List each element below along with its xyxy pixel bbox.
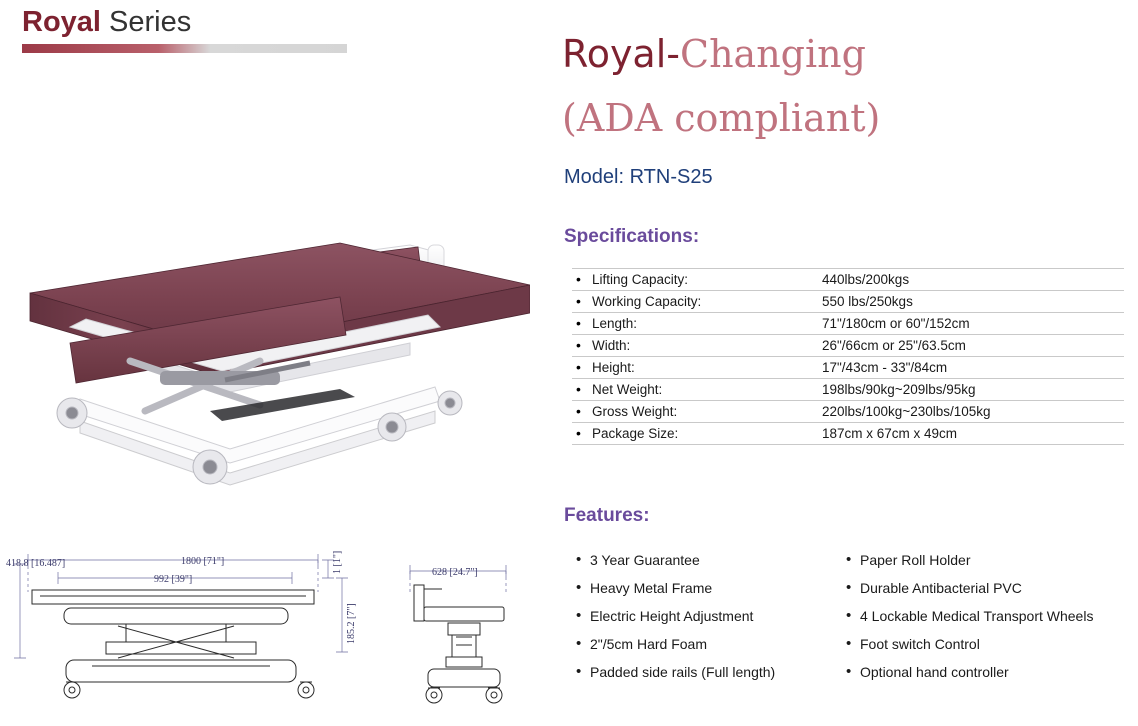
spec-key: • Height: (572, 357, 822, 379)
spec-value: 198lbs/90kg~209lbs/95kg (822, 379, 1124, 401)
spec-key: • Gross Weight: (572, 401, 822, 423)
table-row (572, 269, 1124, 291)
table-row (572, 335, 1124, 357)
spec-key: • Net Weight: (572, 379, 822, 401)
table-row (572, 423, 1124, 445)
dim-right-height: 185.2 [7"] (346, 603, 357, 644)
dim-top-width: 1800 [71"] (181, 556, 225, 567)
spec-value: 26"/66cm or 25"/63.5cm (822, 335, 1124, 357)
dim-inner-width: 992 [39"] (154, 574, 193, 585)
list-item: • Foot switch Control (844, 630, 1134, 658)
side-view-drawing (6, 530, 356, 710)
spec-value: 550 lbs/250kgs (822, 291, 1124, 313)
product-photo (10, 175, 530, 495)
brand-word-royal: Royal (22, 6, 101, 38)
end-view-drawing (390, 545, 530, 710)
spec-key: • Working Capacity: (572, 291, 822, 313)
spec-key: • Lifting Capacity: (572, 269, 822, 291)
dim-end-width: 628 [24.7"] (432, 567, 478, 578)
list-item: • Optional hand controller (844, 658, 1134, 686)
table-row (572, 291, 1124, 313)
dim-left-height: 418.8 [16.487] (6, 558, 66, 569)
table-row (572, 357, 1124, 379)
list-item: • Paper Roll Holder (844, 546, 1134, 574)
table-row (572, 313, 1124, 335)
product-title (562, 32, 1132, 77)
brand-word-series: Series (100, 6, 192, 38)
list-item: • 2"/5cm Hard Foam (574, 630, 844, 658)
specifications-table (572, 268, 1124, 445)
features-heading: Features: (564, 505, 650, 526)
features-list (574, 546, 1134, 686)
spec-value: 71"/180cm or 60"/152cm (822, 313, 1124, 335)
spec-value: 17"/43cm - 33"/84cm (822, 357, 1124, 379)
list-item: • 3 Year Guarantee (574, 546, 844, 574)
table-row (572, 379, 1124, 401)
spec-value: 187cm x 67cm x 49cm (822, 423, 1124, 445)
right-column (560, 0, 1138, 726)
list-item: • Electric Height Adjustment (574, 602, 844, 630)
spec-value: 440lbs/200kgs (822, 269, 1124, 291)
dim-right-small-height: 1 [1"] (332, 550, 343, 574)
list-item: • Durable Antibacterial PVC (844, 574, 1134, 602)
list-item: • 4 Lockable Medical Transport Wheels (844, 602, 1134, 630)
spec-value: 220lbs/100kg~230lbs/105kg (822, 401, 1124, 423)
list-item: • Padded side rails (Full length) (574, 658, 844, 686)
table-row (572, 401, 1124, 423)
spec-key: • Length: (572, 313, 822, 335)
product-model: Model: RTN-S25 (564, 166, 713, 188)
product-title-plain: Royal- (562, 32, 680, 76)
product-title-script: Changing (680, 32, 866, 76)
spec-key: • Package Size: (572, 423, 822, 445)
brand-divider-bar (22, 44, 347, 53)
specifications-heading: Specifications: (564, 226, 700, 247)
product-title-line2: (ADA compliant) (562, 96, 881, 140)
list-item: • Heavy Metal Frame (574, 574, 844, 602)
brand-title (22, 6, 191, 39)
spec-key: • Width: (572, 335, 822, 357)
